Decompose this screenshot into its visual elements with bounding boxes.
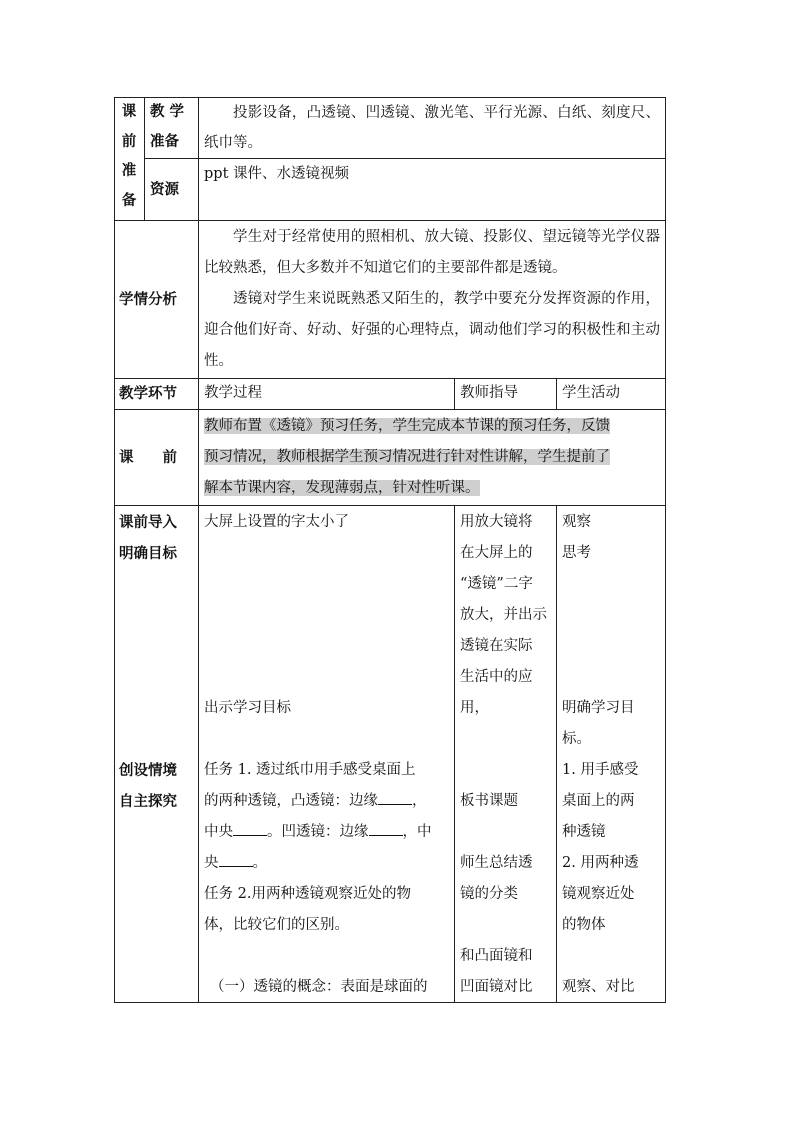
header-teacher-guidance: 教师指导 (460, 385, 518, 401)
task1-line: 中央 。凹透镜：边缘 ，中 (204, 817, 432, 848)
header-teaching-stage: 教学环节 (119, 385, 177, 402)
row-divider (114, 505, 666, 506)
task1-line: 任务 1. 透过纸巾用手感受桌面上 (204, 762, 416, 778)
fill-blank (233, 819, 267, 836)
stage-explore-label: 创设情境 自主探究 (119, 762, 177, 810)
col-divider (454, 505, 455, 1003)
student-column: 观察 思考 明确学习目 标。 1. 用手感受 桌面上的两 种透镜 2. 用两种透 镜观察近处 的物体 观察、对比 (562, 514, 639, 995)
fill-blank (219, 850, 253, 867)
analysis-label: 学情分析 (119, 291, 177, 308)
row-divider (114, 409, 666, 410)
col-divider (144, 97, 145, 220)
stage-intro-label: 课前导入 明确目标 (119, 514, 177, 562)
pre-class-group-label: 课 前 准 备 (121, 103, 137, 209)
before-class-label: 课 前 (119, 449, 177, 466)
row-divider (114, 220, 666, 221)
task2-line: 任务 2.用两种透镜观察近处的物 (204, 886, 411, 902)
concept-line: （一）透镜的概念：表面是球面的 (210, 979, 428, 995)
teaching-prep-text: 投影设备，凸透镜、凹透镜、激光笔、平行光源、白纸、刻度尺、纸巾等。 (204, 105, 660, 151)
task1-line: 央 。 (204, 848, 267, 879)
process-column (204, 507, 450, 1001)
highlighted-text: 教师布置《透镜》预习任务，学生完成本节课的预习任务，反馈 (204, 418, 610, 434)
col-divider (556, 378, 557, 409)
before-class-text (204, 411, 662, 504)
table-border-right (665, 97, 666, 1003)
analysis-paragraph: 透镜对学生来说既熟悉又陌生的，教学中要充分发挥资源的作用，迎合他们好奇、好动、好强的心理特点，调动他们学习的积极性和主动性。 (204, 291, 660, 369)
teaching-prep-label: 教 学 准备 (150, 103, 185, 150)
header-teaching-process: 教学过程 (204, 385, 262, 401)
task2-line: 体，比较它们的区别。 (204, 917, 349, 933)
guidance-column: 用放大镜将 在大屏上的 “透镜”二字 放大，并出示 透镜在实际 生活中的应 用， 板书课题 师生总结透 镜的分类 和凸面镜和 凹面镜对比 (460, 514, 547, 995)
resources-label: 资源 (150, 181, 179, 198)
table-border-left (114, 97, 115, 1003)
analysis-text (204, 222, 660, 377)
header-student-activity: 学生活动 (562, 385, 620, 401)
fill-blank (369, 819, 403, 836)
highlighted-text: 解本节课内容，发现薄弱点，针对性听课。 (204, 480, 480, 496)
resources-text: ppt 课件、水透镜视频 (204, 166, 349, 182)
highlighted-text: 预习情况，教师根据学生预习情况进行针对性讲解，学生提前了 (204, 449, 610, 465)
col-divider (198, 97, 199, 1003)
col-divider (454, 378, 455, 409)
process-line: 大屏上设置的字太小了 (204, 514, 349, 530)
process-line: 出示学习目标 (204, 700, 291, 716)
col-divider (556, 505, 557, 1003)
task1-line: 的两种透镜，凸透镜：边缘 ， (204, 786, 427, 817)
analysis-paragraph: 学生对于经常使用的照相机、放大镜、投影仪、望远镜等光学仪器比较熟悉，但大多数并不知道它们的主要部件都是透镜。 (204, 229, 660, 276)
fill-blank (378, 788, 412, 805)
